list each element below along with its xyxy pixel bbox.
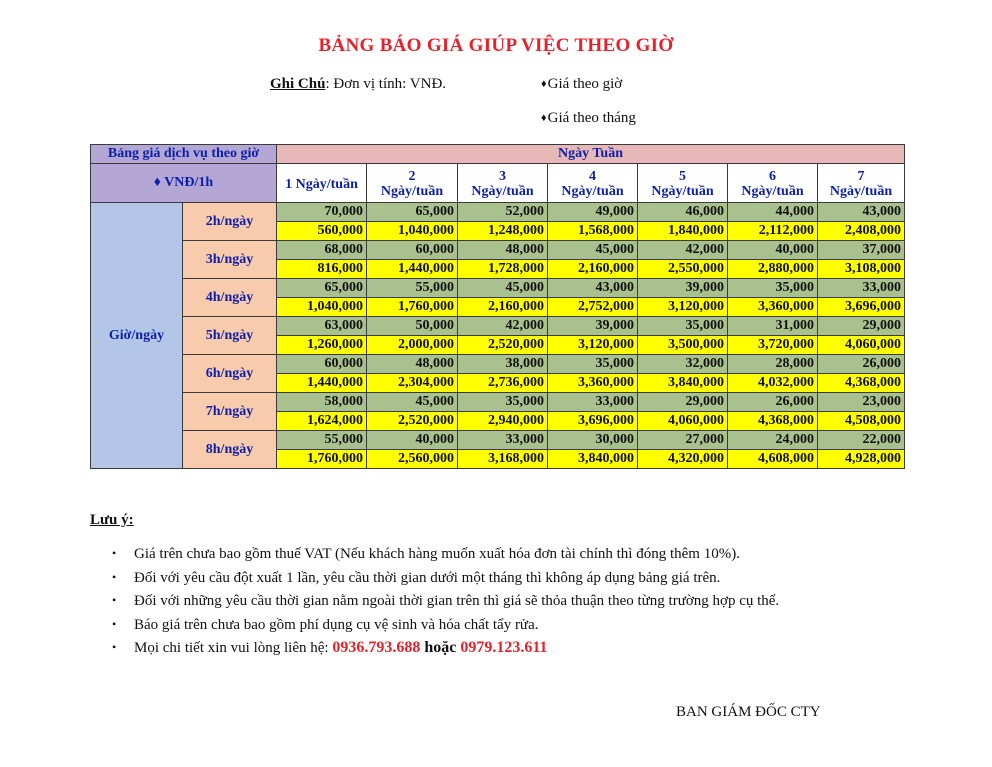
notes-heading: Lưu ý:	[90, 512, 134, 528]
hourly-price-cell: 30,000	[548, 431, 638, 450]
monthly-price-cell: 3,696,000	[548, 412, 638, 431]
monthly-price-cell: 2,880,000	[728, 260, 818, 279]
hourly-price-row	[91, 279, 905, 298]
monthly-price-cell: 4,928,000	[818, 450, 905, 469]
hourly-price-cell: 63,000	[277, 317, 367, 336]
hourly-price-cell: 26,000	[728, 393, 818, 412]
hourly-price-cell: 37,000	[818, 241, 905, 260]
hourly-price-cell: 45,000	[458, 279, 548, 298]
hourly-price-cell: 70,000	[277, 203, 367, 222]
day-count: 2	[408, 169, 416, 184]
legend-monthly-label: Giá theo tháng	[547, 110, 636, 126]
hours-label: 7h/ngày	[183, 393, 277, 431]
hourly-price-cell: 33,000	[548, 393, 638, 412]
legend-monthly	[541, 110, 636, 127]
hours-per-day-label: Giờ/ngày	[91, 203, 183, 469]
monthly-price-cell: 3,360,000	[728, 298, 818, 317]
note-text: Đối với yêu cầu đột xuất 1 lần, yêu cầu thời gian dưới một tháng thì không áp dụng bảng giá trên.	[134, 569, 721, 586]
hourly-price-cell: 42,000	[458, 317, 548, 336]
hours-label: 3h/ngày	[183, 241, 277, 279]
corner-title: Bảng giá dịch vụ theo giờ	[91, 145, 277, 164]
day-column-header	[818, 164, 905, 203]
note-text: Giá trên chưa bao gồm thuế VAT (Nếu khách hàng muốn xuất hóa đơn tài chính thì đóng thêm 10%).	[134, 546, 740, 562]
hourly-price-cell: 29,000	[638, 393, 728, 412]
monthly-price-cell: 3,500,000	[638, 336, 728, 355]
monthly-price-cell: 2,160,000	[548, 260, 638, 279]
note-item	[112, 543, 972, 567]
hourly-price-cell: 39,000	[548, 317, 638, 336]
hourly-price-cell: 44,000	[728, 203, 818, 222]
hourly-price-cell: 42,000	[638, 241, 728, 260]
hourly-price-cell: 23,000	[818, 393, 905, 412]
monthly-price-cell: 4,320,000	[638, 450, 728, 469]
monthly-price-cell: 4,368,000	[818, 374, 905, 393]
day-count: 6	[769, 169, 776, 184]
monthly-price-cell: 1,440,000	[367, 260, 458, 279]
hourly-price-cell: 60,000	[277, 355, 367, 374]
hourly-price-cell: 45,000	[367, 393, 458, 412]
monthly-price-cell: 2,160,000	[458, 298, 548, 317]
monthly-price-cell: 1,728,000	[458, 260, 548, 279]
monthly-price-cell: 2,736,000	[458, 374, 548, 393]
hourly-price-cell: 33,000	[818, 279, 905, 298]
monthly-price-cell: 1,040,000	[367, 222, 458, 241]
phone-2[interactable]: 0979.123.611	[460, 639, 548, 656]
monthly-price-cell: 4,608,000	[728, 450, 818, 469]
monthly-price-cell: 2,000,000	[367, 336, 458, 355]
day-count: 7	[857, 169, 865, 184]
hourly-price-cell: 35,000	[638, 317, 728, 336]
hours-label: 4h/ngày	[183, 279, 277, 317]
hourly-price-cell: 46,000	[638, 203, 728, 222]
hours-label: 8h/ngày	[183, 431, 277, 469]
hourly-price-cell: 28,000	[728, 355, 818, 374]
hours-label: 6h/ngày	[183, 355, 277, 393]
hourly-price-cell: 35,000	[728, 279, 818, 298]
monthly-price-cell: 1,568,000	[548, 222, 638, 241]
unit-note	[270, 76, 446, 93]
header-row-days	[91, 164, 905, 203]
day-label: Ngày/tuần	[561, 184, 624, 199]
monthly-price-cell: 1,840,000	[638, 222, 728, 241]
bullet-icon: •	[112, 593, 117, 607]
bullet-icon: •	[112, 546, 117, 560]
monthly-price-cell: 3,360,000	[548, 374, 638, 393]
monthly-price-cell: 4,032,000	[728, 374, 818, 393]
hourly-price-cell: 60,000	[367, 241, 458, 260]
legend-hourly-label: Giá theo giờ	[547, 76, 623, 92]
monthly-price-cell: 4,508,000	[818, 412, 905, 431]
hourly-price-cell: 40,000	[728, 241, 818, 260]
monthly-price-cell: 2,560,000	[367, 450, 458, 469]
page-title: BẢNG BÁO GIÁ GIÚP VIỆC THEO GIỜ	[318, 35, 674, 56]
hours-label: 2h/ngày	[183, 203, 277, 241]
hourly-price-cell: 29,000	[818, 317, 905, 336]
monthly-price-cell: 2,304,000	[367, 374, 458, 393]
monthly-price-cell: 3,840,000	[638, 374, 728, 393]
day-count: 4	[589, 169, 596, 184]
day-label: Ngày/tuần	[380, 184, 444, 199]
corner-unit: ♦ VNĐ/1h	[91, 164, 277, 203]
monthly-price-cell: 4,060,000	[638, 412, 728, 431]
monthly-price-cell: 4,060,000	[818, 336, 905, 355]
hourly-price-cell: 45,000	[548, 241, 638, 260]
hourly-price-cell: 48,000	[367, 355, 458, 374]
days-header: Ngày Tuần	[277, 145, 905, 164]
legend-hourly	[541, 76, 622, 93]
day-column-header	[367, 164, 458, 203]
hourly-price-cell: 55,000	[277, 431, 367, 450]
monthly-price-cell: 3,120,000	[548, 336, 638, 355]
hourly-price-row	[91, 393, 905, 412]
monthly-price-cell: 2,520,000	[367, 412, 458, 431]
phone-1[interactable]: 0936.793.688	[332, 639, 421, 656]
hourly-price-cell: 26,000	[818, 355, 905, 374]
monthly-price-cell: 560,000	[277, 222, 367, 241]
contact-text: Mọi chi tiết xin vui lòng liên hệ:	[134, 640, 333, 656]
bullet-icon: •	[112, 616, 117, 631]
signature: BAN GIÁM ĐỐC CTY	[676, 704, 821, 720]
monthly-price-cell: 3,108,000	[818, 260, 905, 279]
monthly-price-cell: 1,760,000	[277, 450, 367, 469]
hourly-price-row	[91, 241, 905, 260]
day-column-header	[638, 164, 728, 203]
monthly-price-cell: 2,408,000	[818, 222, 905, 241]
hourly-price-cell: 31,000	[728, 317, 818, 336]
monthly-price-cell: 3,120,000	[638, 298, 728, 317]
monthly-price-cell: 3,840,000	[548, 450, 638, 469]
monthly-price-cell: 1,040,000	[277, 298, 367, 317]
notes-list	[112, 543, 972, 661]
day-label: Ngày/tuần	[741, 184, 804, 199]
monthly-price-cell: 2,112,000	[728, 222, 818, 241]
contact-item	[112, 637, 972, 661]
hourly-price-cell: 43,000	[548, 279, 638, 298]
diamond-icon: ♦	[541, 78, 547, 90]
hourly-price-cell: 24,000	[728, 431, 818, 450]
monthly-price-cell: 2,520,000	[458, 336, 548, 355]
hourly-price-cell: 65,000	[367, 203, 458, 222]
hours-label: 5h/ngày	[183, 317, 277, 355]
day-column-header	[728, 164, 818, 203]
bullet-icon: •	[112, 569, 117, 584]
monthly-price-cell: 1,248,000	[458, 222, 548, 241]
day-label: Ngày/tuần	[651, 184, 714, 199]
monthly-price-cell: 2,752,000	[548, 298, 638, 317]
hourly-price-cell: 48,000	[458, 241, 548, 260]
diamond-icon: ♦	[541, 112, 547, 124]
hourly-price-cell: 35,000	[458, 393, 548, 412]
hourly-price-cell: 40,000	[367, 431, 458, 450]
monthly-price-cell: 1,760,000	[367, 298, 458, 317]
hourly-price-row	[91, 203, 905, 222]
note-text: Báo giá trên chưa bao gồm phí dụng cụ vệ sinh và hóa chất tẩy rửa.	[134, 616, 539, 633]
monthly-price-cell: 1,624,000	[277, 412, 367, 431]
header-row-top	[91, 145, 905, 164]
note-item	[112, 614, 972, 638]
day-column-header	[458, 164, 548, 203]
bullet-icon: •	[112, 640, 117, 654]
contact-separator: hoặc	[420, 639, 461, 656]
price-table-body	[91, 145, 905, 469]
hourly-price-cell: 38,000	[458, 355, 548, 374]
day-count: 5	[679, 169, 686, 184]
hourly-price-cell: 35,000	[548, 355, 638, 374]
note-item	[112, 567, 972, 591]
monthly-price-cell: 4,368,000	[728, 412, 818, 431]
monthly-price-cell: 3,168,000	[458, 450, 548, 469]
hourly-price-row	[91, 317, 905, 336]
hourly-price-cell: 49,000	[548, 203, 638, 222]
day-label: Ngày/tuần	[471, 184, 534, 199]
hourly-price-cell: 58,000	[277, 393, 367, 412]
monthly-price-cell: 3,720,000	[728, 336, 818, 355]
monthly-price-cell: 1,260,000	[277, 336, 367, 355]
hourly-price-cell: 39,000	[638, 279, 728, 298]
hourly-price-cell: 65,000	[277, 279, 367, 298]
monthly-price-cell: 2,940,000	[458, 412, 548, 431]
hourly-price-cell: 22,000	[818, 431, 905, 450]
hourly-price-cell: 27,000	[638, 431, 728, 450]
day-column-header	[548, 164, 638, 203]
monthly-price-cell: 816,000	[277, 260, 367, 279]
note-label: Ghi Chú	[270, 76, 326, 92]
hourly-price-cell: 68,000	[277, 241, 367, 260]
note-item	[112, 590, 972, 614]
monthly-price-cell: 2,550,000	[638, 260, 728, 279]
hourly-price-cell: 33,000	[458, 431, 548, 450]
note-text: Đối với những yêu cầu thời gian nằm ngoài thời gian trên thì giá sẽ thỏa thuận theo từng trường hợp cụ thể.	[134, 593, 780, 609]
hourly-price-cell: 43,000	[818, 203, 905, 222]
hourly-price-cell: 52,000	[458, 203, 548, 222]
monthly-price-cell: 3,696,000	[818, 298, 905, 317]
monthly-price-cell: 1,440,000	[277, 374, 367, 393]
hourly-price-cell: 55,000	[367, 279, 458, 298]
hourly-price-cell: 50,000	[367, 317, 458, 336]
price-table	[90, 144, 905, 469]
hourly-price-cell: 32,000	[638, 355, 728, 374]
hourly-price-row	[91, 431, 905, 450]
day-label: Ngày/tuần	[829, 184, 893, 199]
hourly-price-row	[91, 355, 905, 374]
day-column-header	[277, 164, 367, 203]
day-label: 1 Ngày/tuần	[285, 176, 358, 192]
day-count: 3	[499, 169, 506, 184]
note-text: : Đơn vị tính: VNĐ.	[325, 76, 447, 92]
